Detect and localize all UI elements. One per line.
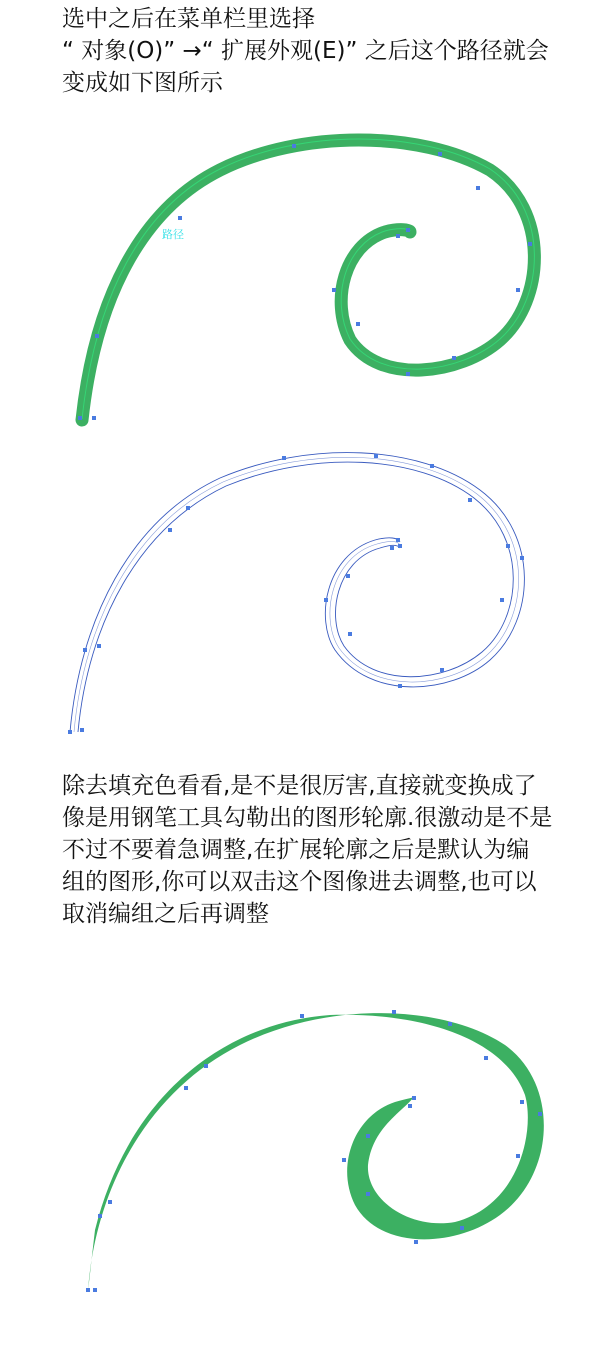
tapered-spiral-shape: [88, 1013, 544, 1290]
spiral-selection-edge: [82, 139, 534, 419]
outline-inner-edge: [78, 462, 513, 732]
adjusted-anchor-points: [86, 1010, 542, 1292]
spiral-stroke-shape: [82, 140, 534, 420]
outline-center-line: [74, 457, 519, 732]
anchor-points: [78, 144, 532, 420]
adjusted-spiral-figure: [0, 990, 600, 1310]
explanation-text: 除去填充色看看,是不是很厉害,直接就变换成了 像是用钢笔工具勾勒出的图形轮廓.很激动是不是 不过不要着急调整,在扩展轮廓之后是默认为编 组的图形,你可以双击这个图像进去调整,也可以 取消编组之后再调整: [62, 773, 553, 927]
path-hover-label: 路径: [162, 228, 184, 241]
expanded-spiral-figure: [0, 120, 600, 430]
outline-spiral-figure: [0, 440, 600, 750]
step-instruction-text: 选中之后在菜单栏里选择 “ 对象(O)” →“ 扩展外观(E)” 之后这个路径就会 变成如下图所示: [62, 6, 549, 96]
outline-outer-edge: [70, 453, 524, 732]
outline-anchor-points: [68, 454, 524, 734]
